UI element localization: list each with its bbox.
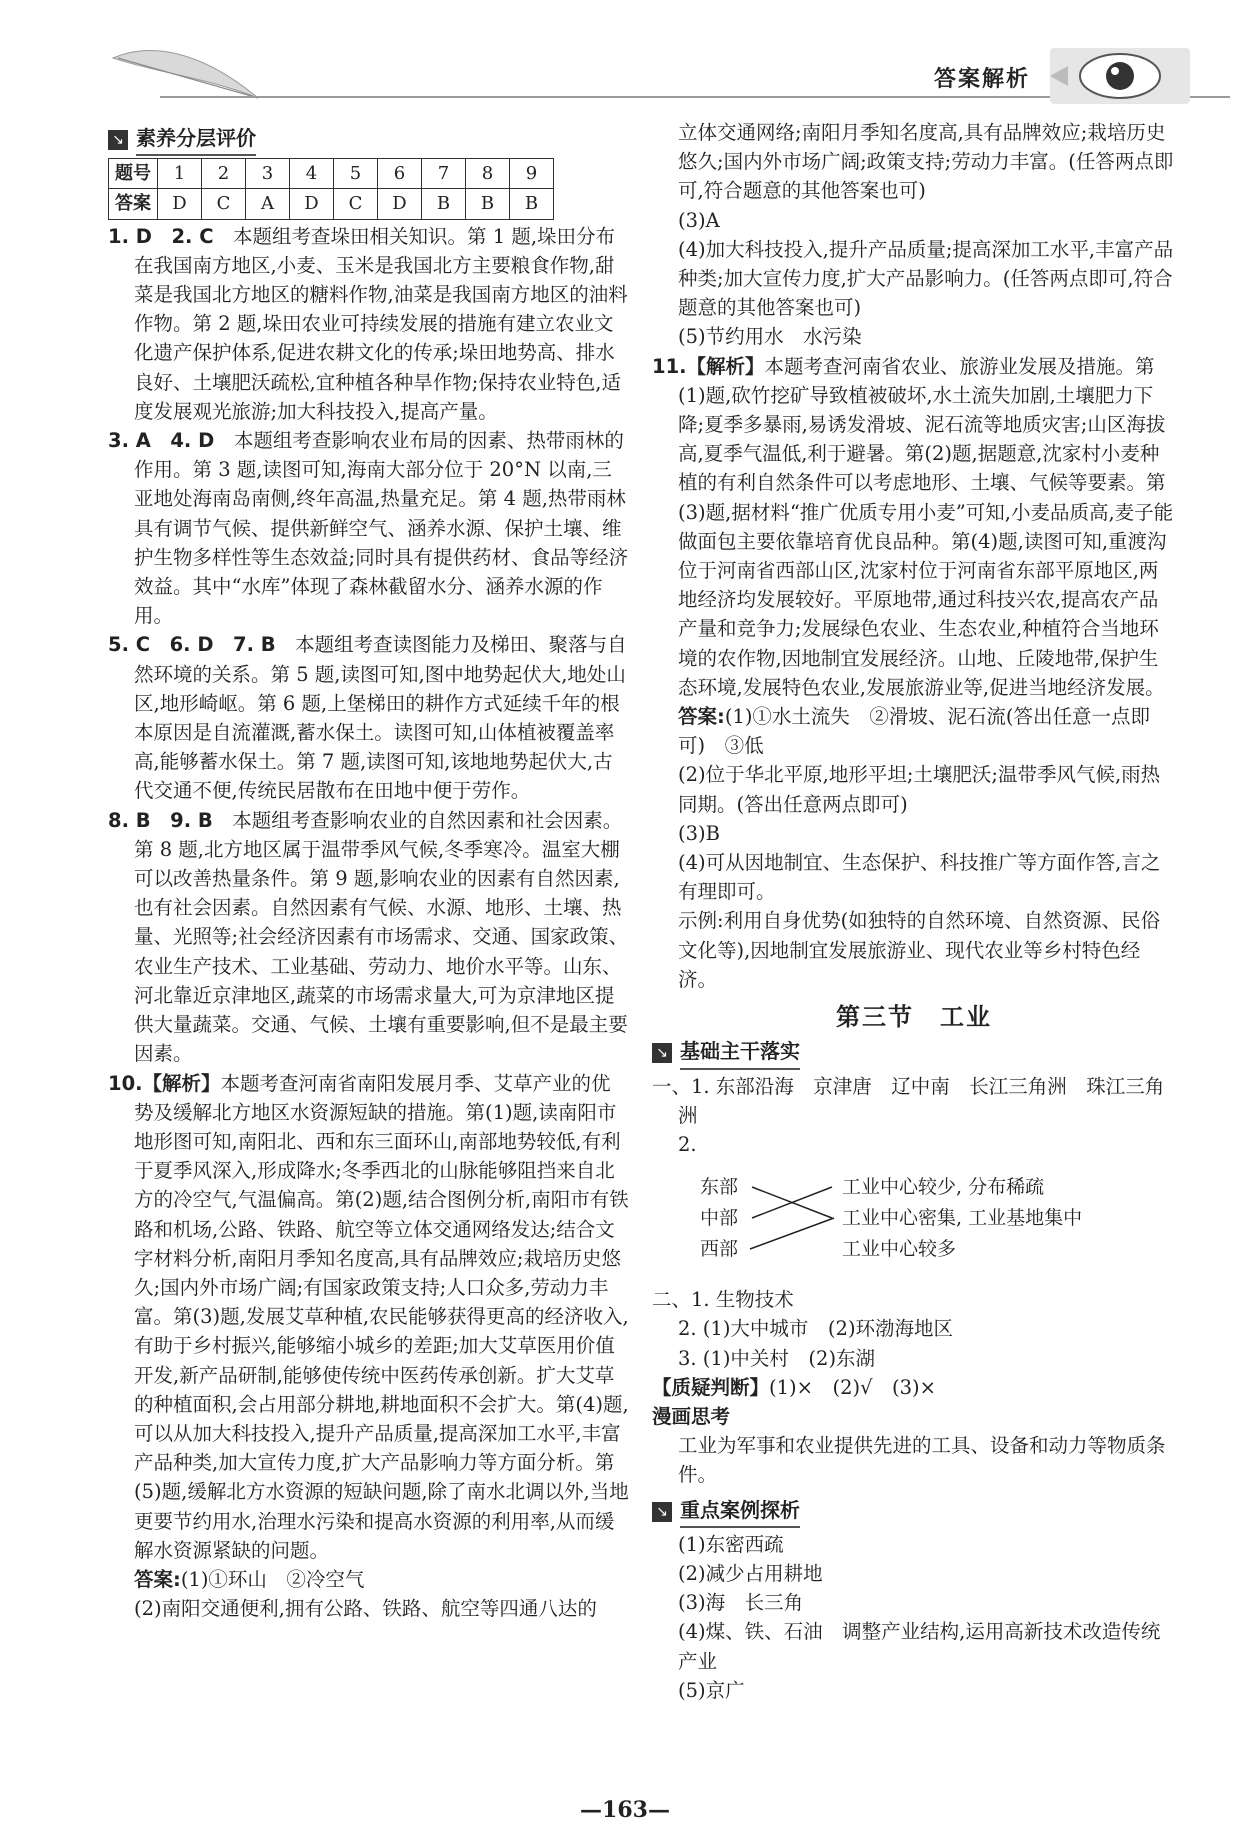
table-row xyxy=(109,189,554,219)
answer-line: (4)煤、铁、石油 调整产业结构,运用高新技术改造传统产业 xyxy=(678,1620,1161,1673)
answer-line: (3)海 长三角 xyxy=(678,1591,804,1615)
answer-line: (2)位于华北平原,地形平坦;土壤肥沃;温带季风气候,雨热同期。(答出任意两点即可) xyxy=(678,763,1161,816)
feature-label: 工业中心较少, 分布稀疏 xyxy=(842,1176,1045,1199)
region-label: 西部 xyxy=(700,1238,739,1261)
answer-paragraph: 8. B 9. B 本题组考查影响农业的自然因素和社会因素。第 8 题,北方地区属于温带季风气候,冬季寒冷。温室大棚可以改善热量条件。第 9 题,影响农业的因素有自然因素,也有社会因素。自然因素有气候、水源、地形、土壤、热量、光照等;社会经济因素有市场需求、交通、国家政策、农业生产技术、工业基础、劳动力、地价水平等。山东、河北靠近京津地区,蔬菜的市场需求量大,可为京津地区提供大量蔬菜。交通、气候、土壤有重要影响,但不是最主要因素。 xyxy=(108,808,629,1066)
table-cell: C xyxy=(202,189,246,219)
arrow-icon: ↘ xyxy=(652,1502,672,1522)
feature-label: 工业中心密集, 工业基地集中 xyxy=(842,1207,1083,1230)
section-heading: ↘ 重点案例探析 xyxy=(652,1496,1176,1528)
region-label: 东部 xyxy=(700,1176,739,1199)
page-header xyxy=(0,0,1250,110)
chapter-title: 第三节 工业 xyxy=(836,1002,992,1032)
answer-paragraph: 5. C 6. D 7. B 本题组考查读图能力及梯田、聚落与自然环境的关系。第 5 题,读图可知,图中地势起伏大,地处山区,地形崎岖。第 6 题,上堡梯田的耕作方式延续千年的根本原因是自流灌溉,蓄水保土。读图可知,山体植被覆盖率高,能够蓄水保土。第 7 题,读图可知,该地地势起伏大,古代交通不便,传统民居散布在田地中便于劳作。 xyxy=(108,633,627,803)
answer-paragraph: 1. D 2. C 本题组考查垛田相关知识。第 1 题,垛田分布在我国南方地区,小麦、玉米是我国北方主要粮食作物,甜菜是我国北方地区的糖料作物,油菜是我国南方地区的油料作物。第 2 题,垛田农业可持续发展的措施有建立农业文化遗产保护体系,促进农耕文化的传承;垛田地势高、排水良好、土壤肥沃疏松,宜种植各种旱作物;保持农业特色,适度发展观光旅游;加大科技投入,提高产量。 xyxy=(108,224,628,423)
section-heading: ↘ 基础主干落实 xyxy=(652,1037,1176,1069)
answer-line: 工业为军事和农业提供先进的工具、设备和动力等物质条件。 xyxy=(678,1434,1166,1487)
table-cell: 5 xyxy=(334,159,378,189)
answer-line: 2. xyxy=(678,1132,697,1156)
table-cell: 6 xyxy=(378,159,422,189)
answer-line: (5)节约用水 水污染 xyxy=(678,325,862,349)
row-label: 答案 xyxy=(109,189,158,219)
matching-diagram xyxy=(652,1163,1176,1281)
table-row xyxy=(109,159,554,189)
answer-line: 3. (1)中关村 (2)东湖 xyxy=(678,1346,876,1370)
arrow-icon: ↘ xyxy=(652,1043,672,1063)
eye-icon xyxy=(1050,48,1190,104)
table-cell: 8 xyxy=(466,159,510,189)
answer-line: (2)南阳交通便利,拥有公路、铁路、航空等四通八达的 xyxy=(134,1597,597,1621)
table-cell: B xyxy=(510,189,554,219)
table-cell: A xyxy=(246,189,290,219)
answer-line: 【质疑判断】(1)× (2)√ (3)× xyxy=(652,1375,936,1399)
table-cell: B xyxy=(466,189,510,219)
answer-paragraph: 3. A 4. D 本题组考查影响农业布局的因素、热带雨林的作用。第 3 题,读图可知,海南大部分位于 20°N 以南,三亚地处海南岛南侧,终年高温,热量充足。第 4 题,热带雨林具有调节气候、提供新鲜空气、涵养水源、保护土壤、维护生物多样性等生态效益;同时具有提供药材、食品等经济效益。其中“水库”体现了森林截留水分、涵养水源的作用。 xyxy=(108,429,629,628)
table-cell: D xyxy=(158,189,202,219)
answer-line: 答案:(1)①环山 ②冷空气 xyxy=(134,1567,365,1591)
answer-line: 二、1. 生物技术 xyxy=(652,1288,794,1312)
answer-line: 立体交通网络;南阳月季知名度高,具有品牌效应;栽培历史悠久;国内外市场广阔;政策支持;劳动力丰富。(任答两点即可,符合题意的其他答案也可) xyxy=(678,121,1174,203)
table-cell: 3 xyxy=(246,159,290,189)
answer-paragraph: 10.【解析】本题考查河南省南阳发展月季、艾草产业的优势及缓解北方地区水资源短缺的措施。第(1)题,读南阳市地形图可知,南阳北、西和东三面环山,南部地势较低,有利于夏季风深入,形成降水;冬季西北的山脉能够阻挡来自北方的冷空气,气温偏高。第(2)题,结合图例分析,南阳市有铁路和机场,公路、铁路、航空等立体交通网络发达;结合文字材料分析,南阳月季知名度高,具有品牌效应;栽培历史悠久;国内外市场广阔;有国家政策支持;人口众多,劳动力丰富。第(3)题,发展艾草种植,农民能够获得更高的经济收入,有助于乡村振兴,能够缩小城乡的差距;加大艾草医用价值开发,新产品研制,能够使传统中医药传承创新。扩大艾草的种植面积,会占用部分耕地,耕地面积不会扩大。第(4)题,可以从加大科技投入,提升产品质量,提高深加工水平,丰富产品种类,加大宣传力度,扩大产品影响力等方面分析。第(5)题,缓解北方水资源的短缺问题,除了南水北调以外,当地更要节约用水,治理水污染和提高水资源的利用率,从而缓解水资源紧缺的问题。 xyxy=(108,1071,629,1562)
section-heading: ↘ 素养分层评价 xyxy=(108,124,630,156)
answer-line: (3)B xyxy=(678,821,720,845)
answer-line: (5)京广 xyxy=(678,1678,745,1702)
region-label: 中部 xyxy=(700,1207,739,1230)
answer-line: 示例:利用自身优势(如独特的自然环境、自然资源、民俗文化等),因地制宜发展旅游业、现代农业等乡村特色经济。 xyxy=(678,909,1161,991)
table-cell: 2 xyxy=(202,159,246,189)
row-label: 题号 xyxy=(109,159,158,189)
table-cell: 7 xyxy=(422,159,466,189)
left-column xyxy=(108,118,630,1623)
answer-line: (2)减少占用耕地 xyxy=(678,1561,823,1585)
answer-paragraph: 11.【解析】本题考查河南省农业、旅游业发展及措施。第(1)题,砍竹挖矿导致植被破坏,水土流失加剧,土壤肥力下降;夏季多暴雨,易诱发滑坡、泥石流等地质灾害;山区海拔高,夏季气温低,利于避暑。第(2)题,据题意,沈家村小麦种植的有利自然条件可以考虑地形、土壤、气候等要素。第(3)题,据材料“推广优质专用小麦”可知,小麦品质高,麦子能做面包主要依靠培育优良品种。第(4)题,读图可知,重渡沟位于河南省西部山区,沈家村位于河南省东部平原地区,两地经济均发展较好。平原地带,通过科技兴农,提高农产品产量和竞争力;发展绿色农业、生态农业,种植符合当地环境的农作物,因地制宜发展经济。山地、丘陵地带,保护生态环境,发展特色农业,发展旅游业等,促进当地经济发展。 xyxy=(652,354,1174,699)
answer-line: (4)加大科技投入,提升产品质量;提高深加工水平,丰富产品种类;加大宣传力度,扩大产品影响力。(任答两点即可,符合题意的其他答案也可) xyxy=(678,237,1174,320)
answer-line: 2. (1)大中城市 (2)环渤海地区 xyxy=(678,1317,954,1341)
table-cell: D xyxy=(378,189,422,219)
answer-line: (1)东密西疏 xyxy=(678,1532,784,1556)
table-cell: D xyxy=(290,189,334,219)
table-cell: C xyxy=(334,189,378,219)
answer-line: 答案:(1)①水土流失 ②滑坡、泥石流(答出任意一点即可) ③低 xyxy=(678,705,1151,758)
subsection-title: 漫画思考 xyxy=(652,1404,731,1428)
table-cell: B xyxy=(422,189,466,219)
answer-table xyxy=(108,158,554,219)
answer-line: 一、1. 东部沿海 京津唐 辽中南 长江三角洲 珠江三角洲 xyxy=(652,1074,1165,1127)
table-cell: 9 xyxy=(510,159,554,189)
right-column xyxy=(652,118,1176,1705)
table-cell: 1 xyxy=(158,159,202,189)
feature-label: 工业中心较多 xyxy=(842,1238,957,1261)
table-cell: 4 xyxy=(290,159,334,189)
arrow-icon: ↘ xyxy=(108,130,128,150)
answer-line: (4)可从因地制宜、生态保护、科技推广等方面作答,言之有理即可。 xyxy=(678,851,1161,904)
answer-line: (3)A xyxy=(678,208,720,232)
page-number: —163— xyxy=(580,1797,670,1823)
header-title: 答案解析 xyxy=(933,67,1030,92)
